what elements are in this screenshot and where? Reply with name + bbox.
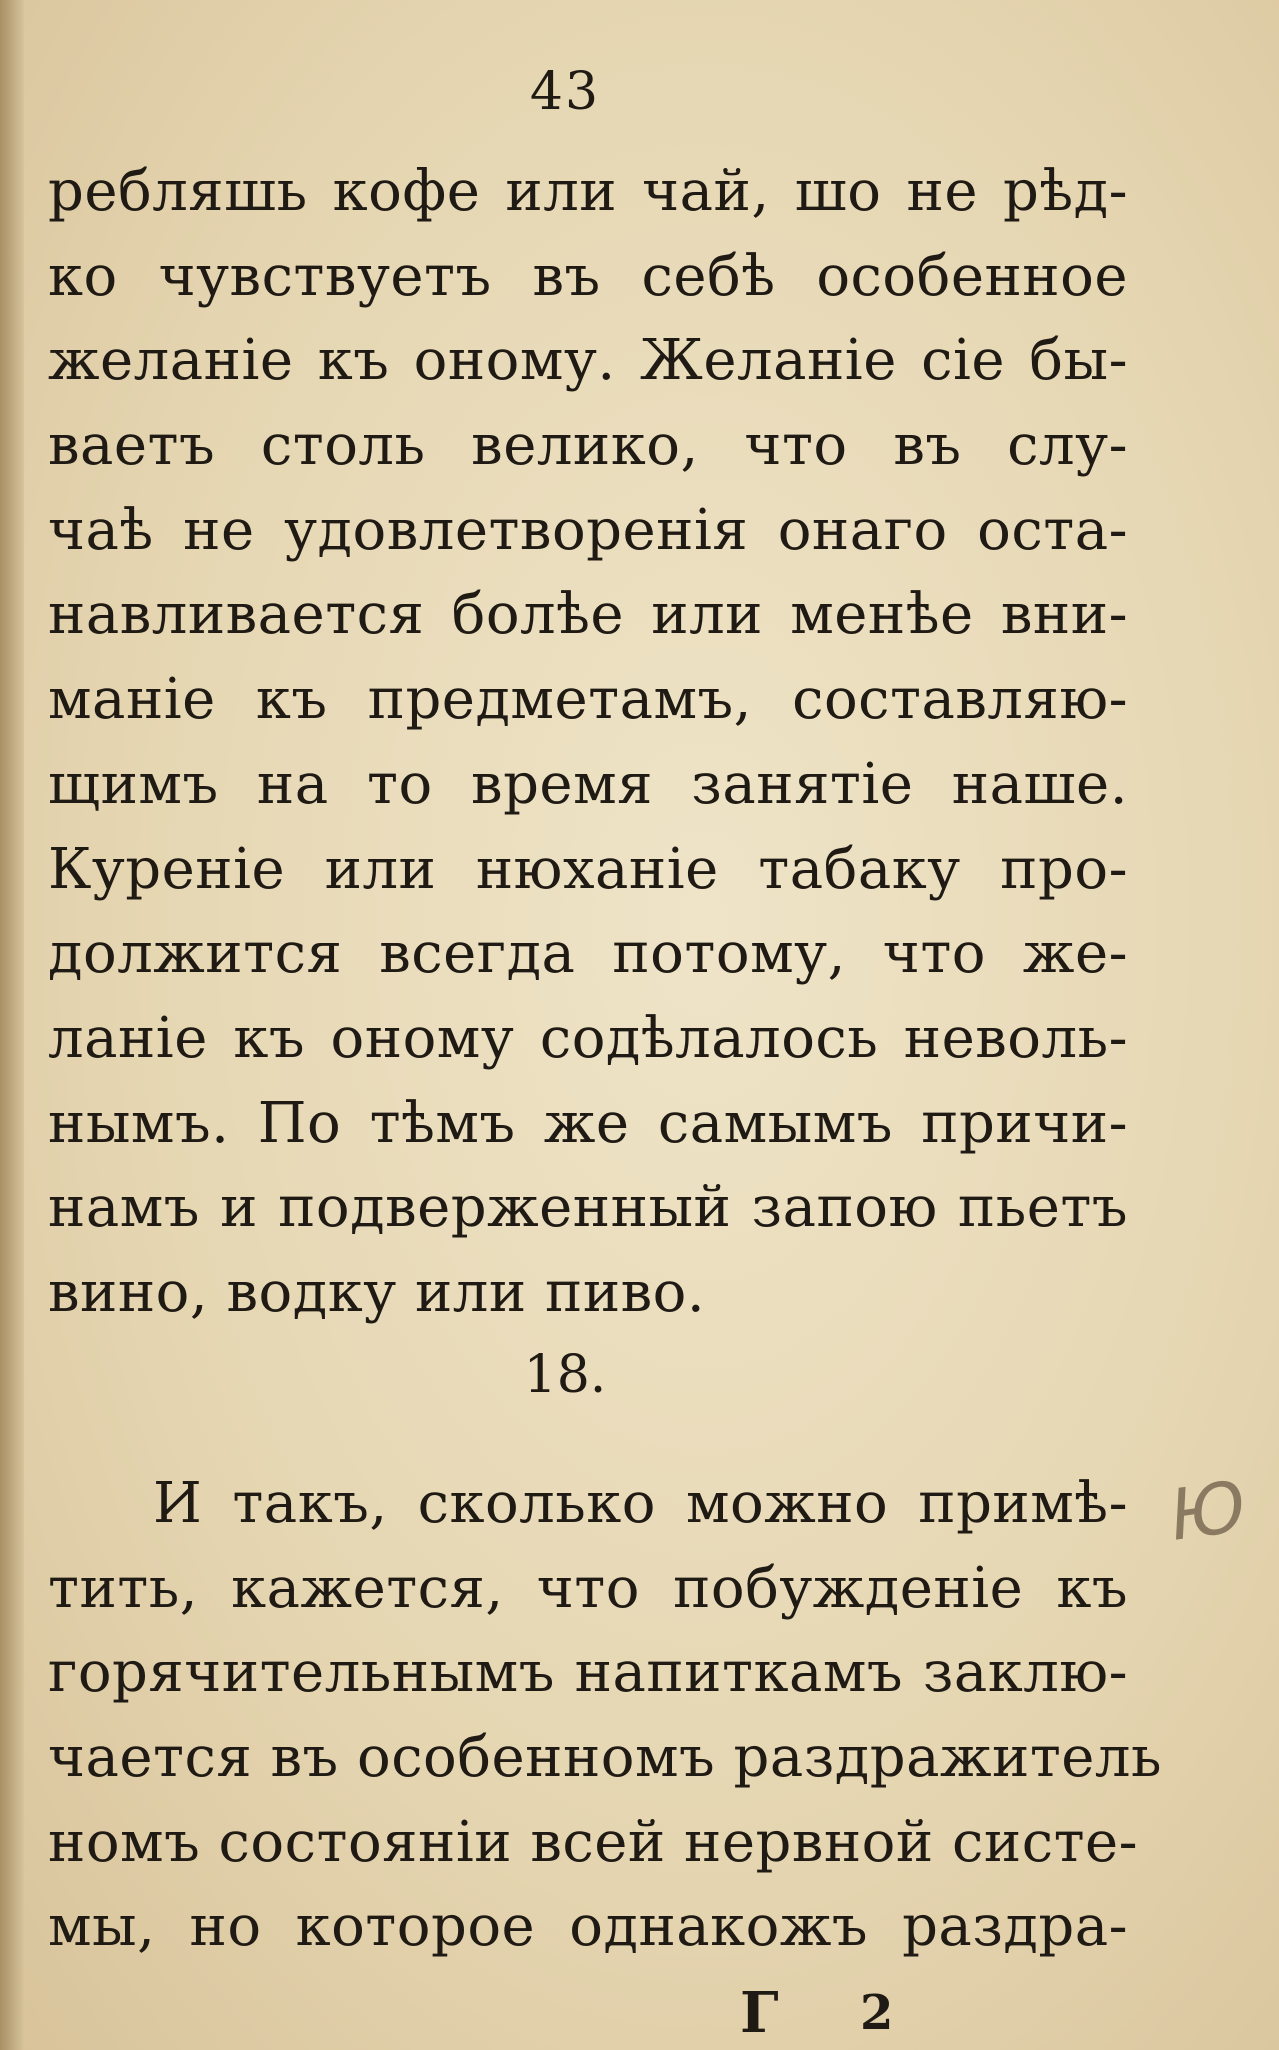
text-line: И такъ, сколько можно примѣ- (153, 1471, 1128, 1536)
text-line: намъ и подверженный запою пьетъ (48, 1175, 1128, 1241)
text-line: должится всегда потому, что же- (48, 921, 1128, 987)
text-line: маніе къ предметамъ, составляю- (48, 667, 1128, 733)
text-line: вино, водку или пиво. (48, 1259, 706, 1325)
text-line: щимъ на то время занятіе наше. (48, 751, 1128, 817)
text-line: чается въ особенномъ раздражитель (48, 1725, 1162, 1791)
top-paragraph (48, 150, 1128, 1336)
page-gutter (0, 0, 24, 2050)
handwritten-margin-note: Ю (1164, 1465, 1251, 1557)
text-line: мы, но которое однакожъ раздра- (48, 1894, 1128, 1960)
text-line: тить, кажется, что побужденіе къ (48, 1555, 1128, 1621)
text-line: ребляшь кофе или чай, шо не рѣд- (48, 159, 1128, 224)
text-line: чаѣ не удовлетворенія онаго оста- (48, 497, 1128, 563)
text-line: ко чувствуетъ въ себѣ особенное (48, 243, 1128, 309)
text-line: Куреніе или нюханіе табаку про- (48, 836, 1128, 902)
signature-number: 2 (860, 1985, 894, 2041)
bottom-paragraph (48, 1462, 1162, 1970)
text-line: желаніе къ оному. Желаніе сіе бы- (48, 328, 1128, 394)
text-line: навливается болѣе или менѣе вни- (48, 582, 1128, 648)
page-number: 43 (529, 62, 601, 122)
signature-letter: Г (740, 1980, 779, 2046)
text-line: ланіе къ оному содѣлалось неволь- (48, 1005, 1128, 1071)
text-line: горячительнымъ напиткамъ заклю- (48, 1640, 1128, 1706)
text-line: ваетъ столь велико, что въ слу- (48, 413, 1128, 479)
text-line: номъ состояніи всей нервной систе- (48, 1809, 1139, 1875)
section-number: 18. (523, 1345, 607, 1405)
text-line: нымъ. По тѣмъ же самымъ причи- (48, 1090, 1128, 1156)
